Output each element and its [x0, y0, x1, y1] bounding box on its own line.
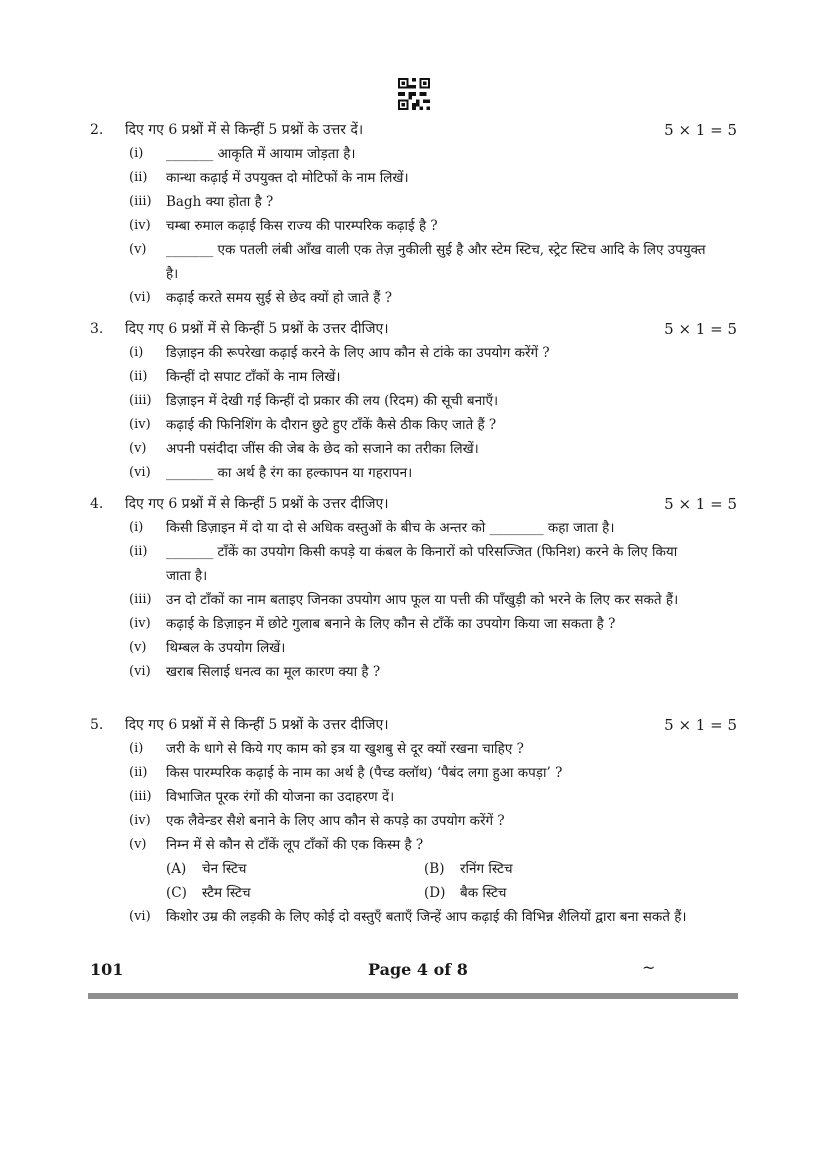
option-text: बैक स्टिच [460, 885, 507, 901]
sub-question-label: (ii) [129, 544, 148, 559]
sub-question-text: किसी डिज़ाइन में दो या दो से अधिक वस्तुओं के बीच के अन्तर को ________ कहा जाता है। [166, 520, 615, 536]
sub-question [129, 238, 706, 286]
sub-question [129, 761, 706, 785]
sub-question-text: कढ़ाई करते समय सुई से छेद क्यों हो जाते हैं ? [166, 290, 392, 306]
sub-question-label: (ii) [129, 765, 148, 780]
page-footer [90, 960, 737, 984]
footer-mark: ~ [642, 958, 656, 977]
sub-question-text: डिज़ाइन में देखी गई किन्हीं दो प्रकार की लय (रिदम) की सूची बनाएँ। [166, 393, 499, 409]
sub-question-label: (vi) [129, 909, 151, 924]
sub-question-label: (vi) [129, 465, 151, 480]
sub-question [129, 190, 706, 214]
sub-question-text: उन दो टाँकों का नाम बताइए जिनका उपयोग आप फूल या पत्ती की पाँखुड़ी को भरने के लिए कर सकते हैं। [166, 592, 679, 608]
sub-question-text: _______ एक पतली लंबी आँख वाली एक तेज़ नुकीली सुई है और स्टेम स्टिच, स्ट्रेट स्टिच आदि के लिए उपयुक्त है। [166, 242, 706, 282]
sub-question-text: किशोर उम्र की लड़की के लिए कोई दो वस्तुएँ बताएँ जिन्हें आप कढ़ाई की विभिन्न शैलियों द्वारा बना सकते हैं। [166, 909, 687, 925]
sub-question-text: निम्न में से कौन से टाँकें लूप टाँकों की एक किस्म है ? [166, 837, 424, 853]
sub-question-label: (i) [129, 345, 144, 360]
sub-question-text: खराब सिलाई धनत्व का मूल कारण क्या है ? [166, 664, 381, 680]
sub-question [129, 341, 706, 365]
sub-question-label: (i) [129, 741, 144, 756]
paper-code: 101 [90, 960, 124, 979]
sub-question-text: जरी के धागे से किये गए काम को इत्र या खुशबु से दूर क्यों रखना चाहिए ? [166, 741, 524, 757]
question-marks: 5 × 1 = 5 [664, 320, 737, 338]
question-instruction: दिए गए 6 प्रश्नों में से किन्हीं 5 प्रश्नों के उत्तर दें। [125, 122, 364, 138]
sub-question-text: चम्बा रुमाल कढ़ाई किस राज्य की पारम्परिक कढ़ाई है ? [166, 218, 438, 234]
sub-question [129, 413, 706, 437]
answer-options [166, 857, 706, 905]
sub-question [129, 737, 706, 761]
sub-question-label: (i) [129, 520, 144, 535]
option-label: (D) [424, 885, 446, 901]
sub-question [129, 540, 706, 588]
sub-question-label: (v) [129, 441, 147, 456]
sub-question-text: _______ आकृति में आयाम जोड़ता है। [166, 146, 356, 162]
sub-question-label: (ii) [129, 170, 148, 185]
sub-question [129, 516, 706, 540]
sub-question [129, 142, 706, 166]
sub-question [129, 809, 706, 833]
question-instruction: दिए गए 6 प्रश्नों में से किन्हीं 5 प्रश्नों के उत्तर दीजिए। [125, 321, 389, 337]
question-instruction: दिए गए 6 प्रश्नों में से किन्हीं 5 प्रश्नों के उत्तर दीजिए। [125, 496, 389, 512]
sub-question-label: (v) [129, 242, 147, 257]
sub-question [129, 660, 706, 684]
sub-question-text: कान्था कढ़ाई में उपयुक्त दो मोटिफों के नाम लिखें। [166, 170, 409, 186]
sub-question-label: (iii) [129, 393, 152, 408]
sub-question-text: अपनी पसंदीदा जींस की जेब के छेद को सजाने का तरीका लिखें। [166, 441, 479, 457]
sub-question-text: किस पारम्परिक कढ़ाई के नाम का अर्थ है (पैच्ड क्लॉथ) ‘पैबंद लगा हुआ कपड़ा’ ? [166, 765, 563, 781]
sub-question-text: थिम्बल के उपयोग लिखें। [166, 640, 286, 656]
sub-question-label: (v) [129, 837, 147, 852]
option-a [166, 857, 246, 881]
sub-question [129, 785, 706, 809]
sub-question [129, 833, 706, 857]
sub-question [129, 214, 706, 238]
sub-question-label: (iii) [129, 592, 152, 607]
sub-question [129, 437, 706, 461]
sub-question-text: किन्हीं दो सपाट टाँकों के नाम लिखें। [166, 369, 341, 385]
sub-question [129, 588, 706, 612]
sub-question-label: (i) [129, 146, 144, 161]
sub-question [129, 461, 706, 485]
option-c [166, 881, 251, 905]
sub-question-text: _______ का अर्थ है रंग का हल्कापन या गहरापन। [166, 465, 413, 481]
sub-question-label: (iv) [129, 616, 151, 631]
question-4 [0, 492, 827, 684]
footer-rule [88, 993, 738, 999]
sub-question [129, 286, 706, 310]
sub-question-label: (vi) [129, 290, 151, 305]
option-text: रनिंग स्टिच [460, 861, 513, 877]
question-number: 2. [90, 122, 104, 138]
qr-code [398, 78, 430, 110]
question-2 [0, 118, 827, 310]
sub-question [129, 166, 706, 190]
question-instruction: दिए गए 6 प्रश्नों में से किन्हीं 5 प्रश्नों के उत्तर दीजिए। [125, 717, 389, 733]
sub-question-label: (iii) [129, 194, 152, 209]
sub-question-label: (ii) [129, 369, 148, 384]
question-marks: 5 × 1 = 5 [664, 495, 737, 513]
sub-question [129, 365, 706, 389]
sub-question [129, 612, 706, 636]
sub-question-text: कढ़ाई के डिज़ाइन में छोटे गुलाब बनाने के लिए कौन से टाँकें का उपयोग किया जा सकता है ? [166, 616, 616, 632]
option-label: (A) [166, 861, 187, 877]
option-d [424, 881, 507, 905]
question-marks: 5 × 1 = 5 [664, 121, 737, 139]
option-text: चेन स्टिच [202, 861, 247, 877]
question-number: 5. [90, 717, 104, 733]
sub-question-label: (iii) [129, 789, 152, 804]
sub-question-text: कढ़ाई की फिनिशिंग के दौरान छुटे हुए टाँकें कैसे ठीक किए जाते हैं ? [166, 417, 497, 433]
page-number: Page 4 of 8 [368, 960, 468, 979]
question-number: 4. [90, 496, 104, 512]
question-5 [0, 713, 827, 929]
sub-question [129, 905, 706, 929]
sub-question-text: एक लैवेन्डर सैशे बनाने के लिए आप कौन से कपड़े का उपयोग करेंगें ? [166, 813, 505, 829]
sub-question-label: (iv) [129, 218, 151, 233]
question-marks: 5 × 1 = 5 [664, 716, 737, 734]
question-number: 3. [90, 321, 104, 337]
sub-question-label: (iv) [129, 417, 151, 432]
option-label: (B) [424, 861, 445, 877]
sub-question-label: (v) [129, 640, 147, 655]
option-b [424, 857, 513, 881]
sub-question-text: विभाजित पूरक रंगों की योजना का उदाहरण दें। [166, 789, 395, 805]
option-label: (C) [166, 885, 187, 901]
sub-question [129, 389, 706, 413]
sub-question-text: डिज़ाइन की रूपरेखा कढ़ाई करने के लिए आप कौन से टांके का उपयोग करेंगें ? [166, 345, 550, 361]
option-text: स्टैम स्टिच [202, 885, 251, 901]
sub-question-label: (iv) [129, 813, 151, 828]
sub-question-text: Bagh क्या होता है ? [166, 194, 274, 210]
question-3 [0, 317, 827, 485]
sub-question-label: (vi) [129, 664, 151, 679]
sub-question [129, 636, 706, 660]
sub-question-text: _______ टाँकें का उपयोग किसी कपड़े या कंबल के किनारों को परिसज्जित (फिनिश) करने के लिए किया जाता है। [166, 544, 678, 584]
